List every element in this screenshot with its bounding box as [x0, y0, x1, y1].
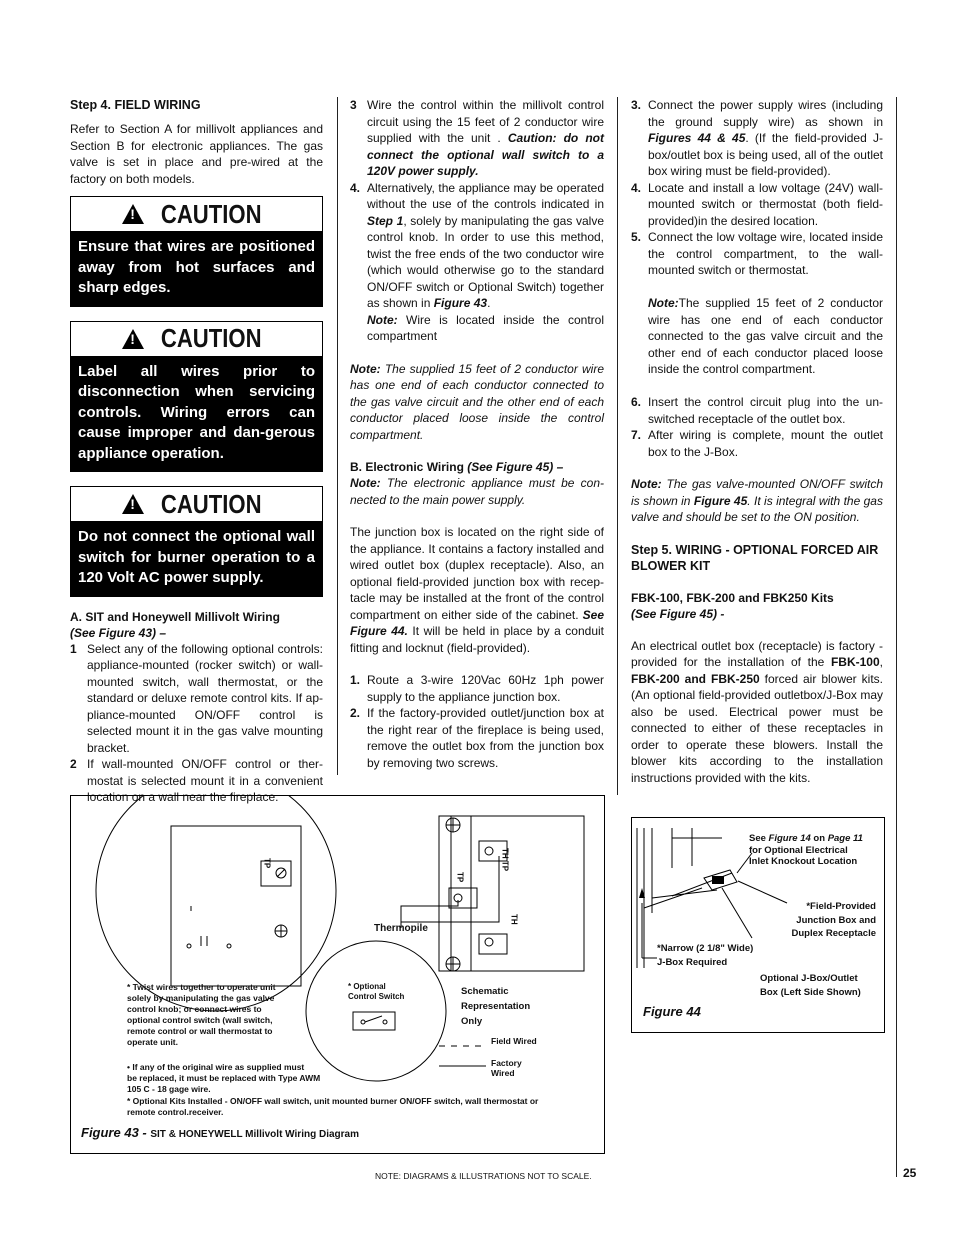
list-item: 2. If the factory-provided outlet/junction box at the right rear of the fireplace is being used, remove the outlet box from the junction box by removing two screws. — [350, 706, 604, 770]
column-rule-1 — [337, 97, 338, 775]
list-item: 2 If wall-mounted ON/OFF control or ther-mostat is selected mount it in a convenient location on a wall near the fireplace. — [70, 757, 323, 804]
figure-43-caption: Figure 43 - SIT & HONEYWELL Millivolt Wiring Diagram — [81, 1125, 359, 1140]
narrow-jbox-label: *Narrow (2 1/8" Wide) J-Box Required — [657, 943, 754, 968]
scale-note: NOTE: DIAGRAMS & ILLUSTRATIONS NOT TO SCALE. — [375, 1171, 592, 1181]
column-rule-2 — [617, 97, 618, 795]
list-item: 4. Locate and install a low voltage (24V) wall-mounted switch or thermostat (both field-provided)in the desired location. — [631, 180, 883, 228]
list-item: 4. Alternatively, the appliance may be operated without the use of the controls indicated in Step 1, solely by manipulating the gas valve control knob. In order to use this method, twist the free ends of the two conductor wire (which would otherwise go to the standard ON/OFF switch or Optional Switch) together as shown in Figure 43. Note: Wire is located inside the control compartment — [350, 180, 604, 343]
sectionA-steps — [70, 641, 323, 806]
caution-label: CAUTION — [161, 323, 262, 354]
terminal-th-label: TH — [509, 914, 519, 925]
note-paragraph: Note: The supplied 15 feet of 2 conductor wire has one end of each conductor connected to the gas valve circuit and the other end of each conductor placed loose inside the control compartment. — [350, 361, 604, 442]
column-2 — [350, 97, 604, 787]
terminal-tp-label-2: TP — [455, 872, 465, 883]
field-wired-label: Field Wired — [491, 1036, 537, 1046]
optional-jbox-label: Optional J-Box/Outlet Box (Left Side Shown) — [760, 973, 861, 998]
schematic-label: Schematic Representation Only — [461, 986, 531, 1027]
sectionA-ref: (See Figure 43) – — [70, 625, 167, 640]
page-number: 25 — [903, 1166, 917, 1180]
awm-note: • If any of the original wire as supplied must be replaced, it must be replaced with Type AWM 105 C - 18 gage wire. — [127, 1062, 321, 1094]
figure-44-caption: Figure 44 — [643, 1004, 701, 1019]
figure-44 — [631, 817, 885, 1033]
step5-title: Step 5. WIRING - OPTIONAL FORCED AIR BLOWER KIT — [631, 542, 879, 573]
fbk-ref: (See Figure 45) - — [631, 606, 725, 621]
caution-text-3: Do not connect the optional wall switch for burner operation to a 120 Volt AC power supply. — [71, 521, 322, 596]
list-item: 1 Select any of the following optional controls: appliance-mounted (rocker switch) or wall-mounted switch, wall thermostat, or the standard or deluxe remote control kits. If ap-pliance-mounted ON/OFF control is selected mount it in the gas valve mounting bracket. — [70, 641, 323, 755]
caution-label: CAUTION — [161, 488, 262, 519]
list-item: 7. After wiring is complete, mount the outlet box to the J-Box. — [631, 428, 883, 459]
blower-paragraph: An electrical outlet box (receptacle) is factory -provided for the installation of the FBK-100, FBK-200 and FBK-250 forced air blower kits. (An optional field-provided outletbox/J-Box may also be used. Electrical power must be connected to either of these receptacles in order to operate these blowers. Install the blower kits according to the installation instructions provided with the kits. — [631, 638, 883, 785]
list-item: 3. Connect the power supply wires (including the ground supply wire) as shown in Figures 44 & 45. (If the field-provided J-box/outlet box is being used, all of the outlet box wiring must be field-provided). — [631, 98, 883, 178]
column-3 — [631, 97, 883, 802]
figure-43 — [70, 795, 605, 1154]
sectionB-note: Note: The electronic appliance must be con-nected to the main power supply. — [350, 476, 604, 507]
list-item: 1. Route a 3-wire 120Vac 60Hz 1ph power supply to the appliance junction box. — [350, 673, 604, 704]
caution-label: CAUTION — [161, 198, 262, 229]
caution-box-2 — [70, 321, 323, 473]
warning-icon — [122, 494, 144, 514]
factory-wired-label: Factory Wired — [491, 1058, 522, 1078]
kits-note: * Optional Kits Installed - ON/OFF wall switch, unit mounted burner ON/OFF switch, wall thermostat or remote control.receiver. — [127, 1096, 539, 1117]
sectionB-title: B. Electronic Wiring (See Figure 45) – — [350, 460, 564, 474]
field-provided-label: *Field-Provided Junction Box and Duplex Receptacle — [791, 901, 876, 939]
list-item: 6. Insert the control circuit plug into the un-switched receptacle of the outlet box. — [631, 395, 883, 426]
terminal-tp-label: TP — [262, 858, 272, 869]
warning-icon — [122, 204, 144, 224]
caution-text-2: Label all wires prior to disconnection when servicing controls. Wiring errors can cause improper and dan-gerous appliance operation. — [71, 356, 322, 472]
terminal-thtp-label: TH TP — [500, 848, 510, 872]
sectionB-steps — [350, 672, 604, 771]
list-item: 5. Connect the low voltage wire, located inside the control compartment, to the wall-mounted switch or thermostat. Note:The supplied 15 feet of 2 conductor wire has one end of each conductor connected to the gas valve circuit and the other end of each conductor placed loose inside the control compartment. — [631, 230, 883, 376]
twist-note: * Twist wires together to operate unit solely by manipulating the gas valve control knob; or connect wires to optional control switch (wall switch, remote control or wall thermostat to operate unit. — [127, 982, 276, 1047]
sectionA-steps-cont — [350, 97, 604, 345]
see-figure-14-label: See Figure 14 on Page 11 for Optional Electrical Inlet Knockout Location — [749, 833, 863, 867]
column-rule-3 — [896, 97, 897, 1177]
caution-box-1 — [70, 196, 323, 307]
caution-box-3 — [70, 486, 323, 597]
step4-title: Step 4. FIELD WIRING — [70, 98, 201, 112]
fbk-title: FBK-100, FBK-200 and FBK250 Kits — [631, 590, 834, 605]
thermopile-label: Thermopile — [374, 923, 428, 934]
sectionA-title: A. SIT and Honeywell Millivolt Wiring — [70, 609, 280, 624]
list-item: 3 Wire the control within the millivolt control circuit using the 15 feet of 2 conductor wire supplied with the unit . Caution: do not connect the optional wall switch to a 120V power supply. — [350, 98, 605, 178]
intro-paragraph: Refer to Section A for millivolt appliances and Section B for electronic appliances. The gas valve is set in place and pre-wired at the factory on both models. — [70, 122, 323, 186]
optional-switch-label: * Optional Control Switch — [348, 982, 405, 1001]
caution-text-1: Ensure that wires are positioned away from hot surfaces and sharp edges. — [71, 231, 322, 306]
column-1 — [70, 97, 323, 822]
sectionB-steps-cont — [631, 97, 883, 460]
junction-paragraph: The junction box is located on the right side of the appliance. It contains a factory installed and wired outlet box (duplex receptacle). Also, an optional field-provided junction box with recep-tacle may be installed at the front of the control compartment on either side of the cabinet. See Figure 44. It will be held in place by a conduit fitting and locknut (field-provided). — [350, 525, 604, 655]
gas-valve-note: Note: The gas valve-mounted ON/OFF switch is shown in Figure 45. It is integral with the gas valve and should be set to the ON position. — [631, 477, 883, 524]
warning-icon — [122, 329, 144, 349]
